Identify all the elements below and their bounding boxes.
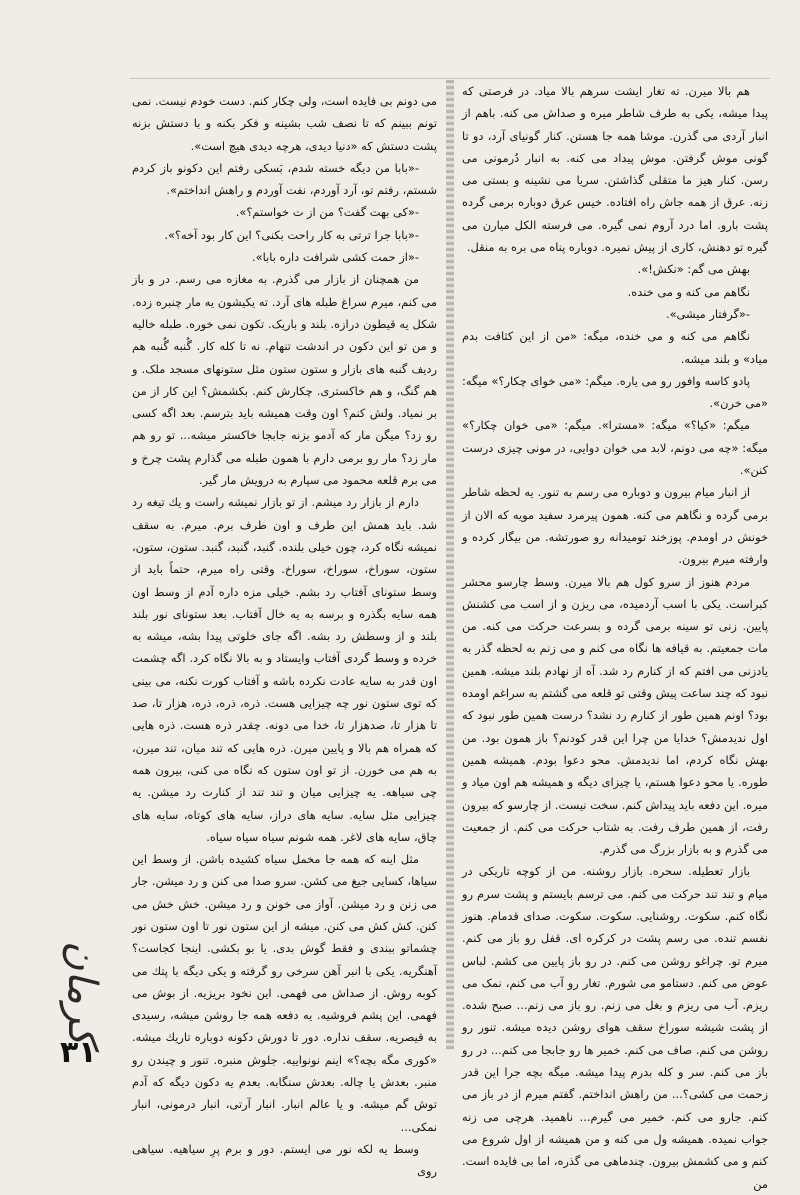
- paragraph: نگاهم می کنه و می خنده.: [627, 284, 750, 299]
- paragraph: -«بابا جرا ترتی به کار راحت بکنی؟ این کار بود آخه؟».: [164, 227, 419, 242]
- paragraph: -«از حمت کشی شرافت داره بابا».: [252, 250, 419, 265]
- magazine-logo: کرمان: [59, 940, 105, 1045]
- paragraph: -«گرفتار میشی».: [665, 306, 750, 321]
- paragraph: وسط یه لکه نور می ایستم. دور و برم پرِ سیاهیه. سیاهی روی: [132, 1141, 437, 1179]
- paragraph: نگاهم می کنه و می خنده، میگه: «من از این کثافت بدم میاد» و بلند میشه.: [462, 329, 768, 366]
- paragraph: هم بالا میرن. ته تغار ایشت سرهم بالا میاد. در فرصتی که پیدا میشه، یکی به طرف شاطر میره و صداش می کنه. باهم از انبار آردی می گذرن. موشا همه جا هستن. کنار گونیای آرد، دو تا گونی موش گرفتن. موش پیداد می کنه. به انبار دُرمونی می رسن. کنار هیز ما متقلی گذاشتن. سریا می نشینه و بستی می زنه. عرق از همه جاش راه افتاده. خیس عرق دوباره برمی گرده پشت بارو. اما درد آروم نمی گیره. می فرسته الکل میارن می گیره تو دهنش، کاری از پیش نمیره. دوباره پناه می بره به منقل.: [462, 84, 768, 255]
- paragraph: میگم: «کیا؟» میگه: «مسترا». میگم: «می خوان چکار؟» میگه: «چه می دونم، لابد می خوان دوایی، در مونی چیزی درست کنن».: [462, 418, 768, 478]
- paragraph: بهش می گم: «نکش!».: [637, 262, 750, 277]
- paragraph: -«بابا من دیگه خسته شدم، بَسکی رفتم این دکونو باز کردم شستم، رفتم تو، آرد آوردم، نفت آوردم و راهش انداختم».: [132, 160, 437, 198]
- page-number: ۳۱: [60, 1035, 97, 1070]
- paragraph: -«کی بهت گفت؟ من از ت خواستم؟».: [235, 205, 419, 220]
- left-text-column: [132, 90, 437, 1179]
- paragraph: مردم هنوز از سرو کول هم بالا میرن. وسط چارسو محشر کبراست. یکی با اسب آردمیده، می ریزن و از اسب می کشنش پایین. زنی تو سینه برمی گرده و بسرعت حرکت می کنه. من مات جمعیتم. به قیافه ها نگاه می کنم و می زنم به لحظه گذر به یادزنی می افتم که از کنارم رد شد. آه از نهادم بلند میشه. همین نبود که چند ساعت پیش وقتی تو قلعه می گشتم به سراغم اومده بود؟ اونم همین طور از کنارم رد نشد؟ درست همین طور نبود که اول ندیدمش؟ خدایا من چرا این قدر کودنم؟ باز همون بود. من بهش نگاه کردم، اما ندیدمش. محو دعوا بودم. همیشه همین طوره. یا محو دعوا هستم، یا چیزای دیگه و همیشه هم اون میاد و میره. این دفعه باید پیداش کنم. سخت نیست. از چارسو که بیرون رفت، از همین طرف رفت. به شتاب حرکت می کنم. از جمعیت می گذرم و به بازار بزرگ می گذرم.: [462, 574, 768, 857]
- paragraph: پادو کاسه وافور رو می یاره. میگم: «می خوای چکار؟» میگه: «می خرن».: [462, 373, 768, 411]
- right-text-column: [462, 80, 768, 1191]
- paragraph: بازار تعطیله. سحره. بازار روشنه. من از کوچه تاریکی در میام و تند تند حرکت می کنم. می ترسم بایستم و پشت سرم رو نگاه کنم. سکوت. روشنایی. سکوت. سکوت. صدای قدمام. هنوز نفسم تنده. می رسم پشت در کرکره ای. قفل رو باز می کنم. میرم تو. چراغو روشن می کنم. در رو باز پایین می کشم. لباس عوض می کنم. دستامو می شورم. تغار رو آب می کنم، نمک می ریزم. آب می ریزم و بغل می زنم. رو باز می زنم... صبح شده. از پشت شیشه سوراخ سقف هوای روشن دیده میشه. تنور رو روشن می کنم. صاف می کنم. خمیر ها رو جابجا می کنم... در رو باز می کنم. سر و کله بدرم پیدا میشه. میگه بچه جرا این قدر زحمت می کشی؟... من راهش انداختم. گفتم میرم از در باز می کنم. جارو می کنم. خمیر می گیرم... ناهمید. هرچی می زنه جواب نمیده. همیشه ول می کنه و من همیشه از اول شروع می کنم و می کشمش بیرون. چندماهی می گذره، اما بی فایده است. من: [462, 864, 768, 1191]
- top-rule: [130, 78, 770, 79]
- paragraph: از انبار میام بیرون و دوباره می رسم به تنور. یه لحظه شاطر برمی گرده و نگاهم می کنه. همون پیرمرد سفید مویه که الان از خونش در اومدم. پوزخند تومیدانه رو صورتشه. من بیگار کرده و وارفته میرم بیرون.: [462, 485, 768, 567]
- paragraph: مثل اینه که همه جا مخمل سیاه کشیده باشن. از وسط این سیاها، کسایی جیغ می کشن. سرو صدا می کنن و رد میشن. جار می زنن و رد میشن. آواز می خونن و رد میشن. خش خش می کنن. کش کش می کنن. میشه از این ستون نور تا اون ستون نور چشماتو ببندی و فقط گوش بدی. یا بو بکشی. اینجا کجاست؟ آهنگریه. یکی با انبر آهن سرخی رو گرفته و یکی دیگه با پتك می کوبه روش. از صداش می فهمی. این نخود بریزیه. از بوش می فهمی. این پشم فروشیه. یه دفعه همه جا روشن میشه، رسیدی به قیصریه. سقف نداره. دور تا دورش دکونه دوباره تاریك میشه. «کوری مگه بچه؟» اینم نونواییه. جلوش منبره. تنور و چیندن رو منبر. بعدش یا چاله. بعدش سنگابه. بعدم یه دکون دیگه که آدم توش گم میشه. و یا عالم انبار. انبار آرتی، انبار درمونی، انبار نمکی...: [132, 852, 437, 1134]
- paragraph: من همچنان از بازار می گذرم. به مغازه می رسم. در و باز می کنم، میرم سراغ طبله های آرد. ته یکیشون یه مار چنبره زده. شکل یه قیطون درازه. بلند و باریک. تکون نمی خوره. طبله خالیه و من تو این دکون در اندشت تنهام. نه تا کله کار. گُنبه گُنبه هم ردیف گنبه های بازار و ستون ستون مثل ستونهای مسجد ملک. و هم گنگ، و هم خاکستری. چکارش کنم. بکشمش؟ این کار از من بر نمیاد. ولش کنم؟ اون وقت همیشه باید بترسم. بعد اگه کسی رو زد؟ میگن مار که آدمو بزنه جابجا خاکستر میشه... تو رو هم مار زد؟ مار رو برمی دارم با همون طبله می گذارم پشت چرخ و می برم قلعه محمود می سپارم به درویش مار گیر.: [132, 272, 437, 488]
- column-divider: [446, 80, 454, 1050]
- paragraph: می دونم بی فایده است، ولی چکار کنم. دست خودم نیست. نمی تونم ببینم که تا نصف شب بشینه و فکر بکنه و با دستش بزنه پشت دستش که «دنیا دیدی، هرچه دیدی هیچ است».: [132, 94, 437, 153]
- paragraph: دارم از بازار رد میشم. از تو بازار نمیشه راست و یك تیغه رد شد. باید همش این طرف و اون طرف برم. میرم. به سقف نمیشه نگاه کرد، چون خیلی بلنده. گنبد، گنبد، گنبد. ستون، ستون، ستون، سوراخ، سوراخ، سوراخ. وقتی راه میرم، حتماً باید از وسط ستونای آفتاب رد بشم. خیلی مزه داره آدم از وسط اون همه سایه بگذره و برسه به یه خال آفتاب. بعد ستونای نور بلند بلند و از وسطش رد بشه. اگه جای خلوتی پیدا بشه، میشه به خرده و وسط گردی آفتاب وایستاد و به بالا نگاه کرد. اگه چشمت اون قدر به سایه عادت نکرده باشه و آفتاب کورت نکنه، می بینی که توی ستون نور چه چیزایی هست. ذره، ذره، ذره، هزار تا، صد تا هزار تا، صدهزار تا، خدا می دونه. چقدر ذره هست. ذره هایی که همراه هم بالا و پایین میرن. ذره هایی که تند میان، تند میرن، به هم می خورن. از تو اون ستون که نگاه می کنی، بیرون همه چی سیاهه. یه چیزایی میان و تند تند از کنارت رد میشن. یه چیزایی مثل سایه. سایه های دراز، سایه های کوتاه، سایه های چاق، سایه های لاغر. همه شونم سیاه سیاه سیاه.: [132, 495, 437, 844]
